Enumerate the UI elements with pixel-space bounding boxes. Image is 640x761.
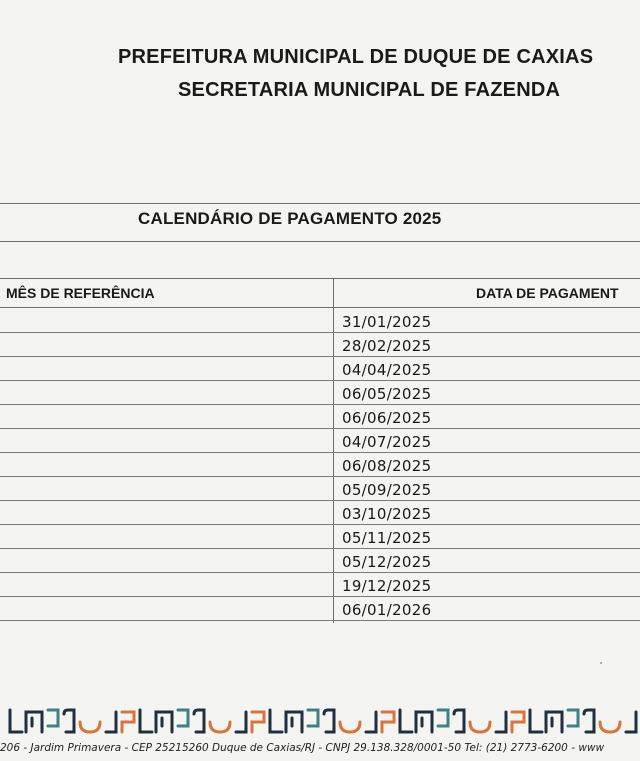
payment-date: 06/06/2025 bbox=[342, 409, 432, 427]
logo-glyph bbox=[416, 712, 432, 732]
table-row bbox=[0, 309, 640, 333]
logo-glyph bbox=[496, 712, 506, 732]
logo-glyph bbox=[156, 712, 172, 732]
logo-glyph bbox=[210, 722, 230, 732]
payment-date: 19/12/2025 bbox=[342, 577, 432, 595]
table-row bbox=[0, 453, 640, 477]
logo-glyph bbox=[600, 722, 620, 732]
logo-glyph bbox=[470, 722, 490, 732]
table-row bbox=[0, 381, 640, 405]
table-row bbox=[0, 549, 640, 573]
payment-date: 06/05/2025 bbox=[342, 385, 432, 403]
logo-glyph bbox=[270, 710, 282, 732]
logo-glyph bbox=[140, 710, 152, 732]
header-top-border bbox=[0, 278, 640, 279]
scan-speck bbox=[600, 662, 602, 664]
logo-glyph bbox=[308, 710, 318, 726]
payment-table bbox=[0, 309, 640, 621]
prefeitura-logo-pattern bbox=[0, 704, 640, 738]
payment-date: 04/04/2025 bbox=[342, 361, 432, 379]
table-row bbox=[0, 429, 640, 453]
logo-glyph bbox=[194, 710, 204, 732]
logo-glyph bbox=[584, 710, 594, 732]
logo-glyph bbox=[454, 710, 464, 732]
table-row bbox=[0, 573, 640, 597]
secretaria-title: SECRETARIA MUNICIPAL DE FAZENDA bbox=[178, 79, 561, 101]
logo-glyph bbox=[340, 722, 360, 732]
payment-date: 04/07/2025 bbox=[342, 433, 432, 451]
payment-date: 28/02/2025 bbox=[342, 337, 432, 355]
payment-date: 05/09/2025 bbox=[342, 481, 432, 499]
calendar-title: CALENDÁRIO DE PAGAMENTO 2025 bbox=[138, 209, 442, 228]
logo-glyph bbox=[178, 710, 188, 726]
logo-glyph bbox=[438, 710, 448, 726]
logo-glyph bbox=[48, 710, 58, 726]
table-row bbox=[0, 525, 640, 549]
payment-date: 05/12/2025 bbox=[342, 553, 432, 571]
table-row bbox=[0, 357, 640, 381]
title-bottom-border bbox=[0, 241, 640, 242]
table-row bbox=[0, 405, 640, 429]
table-row bbox=[0, 333, 640, 357]
payment-date: 06/01/2026 bbox=[342, 601, 432, 619]
logo-glyph bbox=[80, 722, 100, 732]
logo-glyph bbox=[530, 710, 542, 732]
table-row bbox=[0, 477, 640, 501]
header-bottom-border bbox=[0, 307, 640, 308]
logo-glyph bbox=[512, 712, 524, 732]
logo-glyph bbox=[324, 710, 334, 732]
logo-glyph bbox=[64, 710, 74, 732]
logo-glyph bbox=[286, 712, 302, 732]
footer-address: 206 - Jardim Primavera - CEP 25215260 Duque de Caxias/RJ - CNPJ 29.138.328/0001-50 Tel: (21) 2773-6200 - www bbox=[0, 742, 605, 754]
logo-glyph bbox=[106, 712, 116, 732]
logo-glyph bbox=[26, 712, 42, 732]
logo-glyph bbox=[626, 712, 636, 732]
logo-glyph bbox=[568, 710, 578, 726]
table-row bbox=[0, 597, 640, 621]
logo-glyph bbox=[366, 712, 376, 732]
payment-date: 05/11/2025 bbox=[342, 529, 432, 547]
table-top-border bbox=[0, 203, 640, 204]
logo-glyph bbox=[122, 712, 134, 732]
prefeitura-title: PREFEITURA MUNICIPAL DE DUQUE DE CAXIAS bbox=[118, 46, 594, 68]
logo-glyph bbox=[10, 710, 22, 732]
table-row bbox=[0, 501, 640, 525]
logo-glyph bbox=[546, 712, 562, 732]
payment-date: 31/01/2025 bbox=[342, 313, 432, 331]
payment-date: 06/08/2025 bbox=[342, 457, 432, 475]
column-header-month: MÊS DE REFERÊNCIA bbox=[6, 285, 155, 301]
logo-glyph bbox=[252, 712, 264, 732]
column-header-date: DATA DE PAGAMENT bbox=[476, 285, 619, 301]
payment-date: 03/10/2025 bbox=[342, 505, 432, 523]
logo-glyph bbox=[382, 712, 394, 732]
logo-glyph bbox=[236, 712, 246, 732]
logo-glyph bbox=[400, 710, 412, 732]
